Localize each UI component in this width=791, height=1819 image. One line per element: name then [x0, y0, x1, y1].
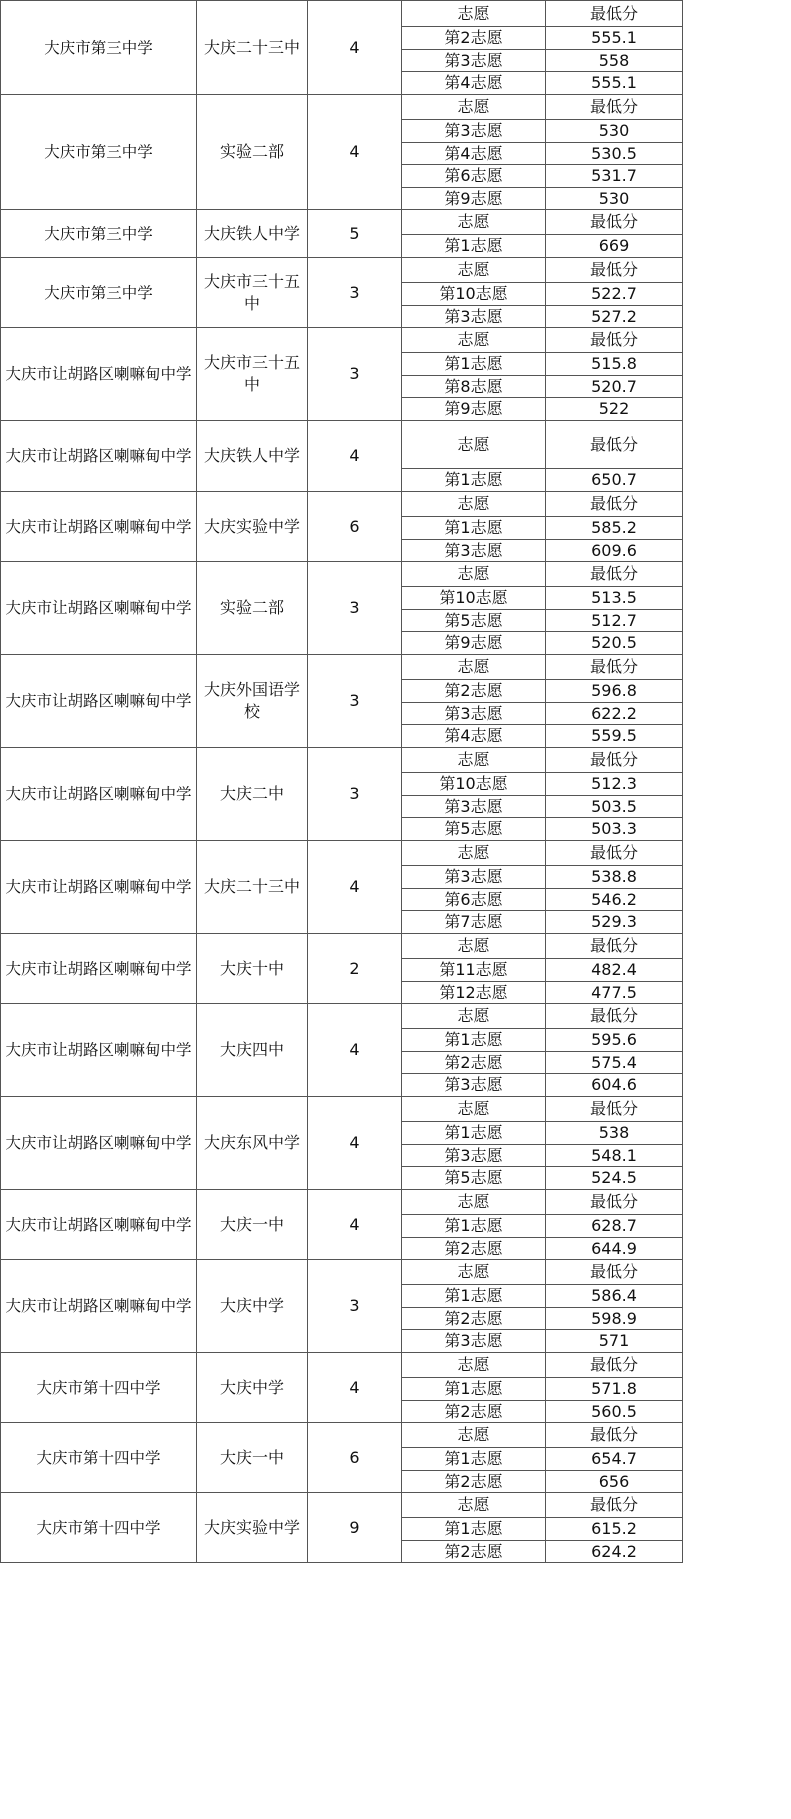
- min-score-cell: 512.3: [546, 773, 683, 796]
- min-score-cell: 513.5: [546, 587, 683, 610]
- target-school-cell: 大庆实验中学: [197, 492, 308, 562]
- min-score-cell: 503.3: [546, 818, 683, 841]
- score-header-cell: 最低分: [546, 1097, 683, 1122]
- option-cell: 第1志愿: [402, 517, 546, 540]
- min-score-cell: 571.8: [546, 1378, 683, 1401]
- table-row: [1, 258, 683, 283]
- min-score-cell: 585.2: [546, 517, 683, 540]
- min-score-cell: 558: [546, 50, 683, 72]
- option-cell: 第3志愿: [402, 540, 546, 562]
- option-cell: 第11志愿: [402, 959, 546, 982]
- count-cell: 3: [308, 748, 402, 841]
- target-school-cell: 实验二部: [197, 95, 308, 210]
- source-school-cell: 大庆市让胡路区喇嘛甸中学: [1, 841, 197, 934]
- min-score-cell: 596.8: [546, 680, 683, 703]
- score-header-cell: 最低分: [546, 1004, 683, 1029]
- min-score-cell: 622.2: [546, 703, 683, 725]
- min-score-cell: 520.7: [546, 376, 683, 398]
- target-school-cell: 大庆市三十五中: [197, 258, 308, 328]
- min-score-cell: 571: [546, 1330, 683, 1353]
- option-cell: 第2志愿: [402, 1471, 546, 1493]
- source-school-cell: 大庆市让胡路区喇嘛甸中学: [1, 328, 197, 421]
- min-score-cell: 595.6: [546, 1029, 683, 1052]
- score-header-cell: 最低分: [546, 421, 683, 469]
- source-school-cell: 大庆市让胡路区喇嘛甸中学: [1, 1004, 197, 1097]
- target-school-cell: 大庆铁人中学: [197, 421, 308, 492]
- min-score-cell: 530: [546, 188, 683, 210]
- count-cell: 4: [308, 421, 402, 492]
- count-cell: 6: [308, 492, 402, 562]
- option-header-cell: 志愿: [402, 748, 546, 773]
- score-header-cell: 最低分: [546, 655, 683, 680]
- option-cell: 第4志愿: [402, 725, 546, 748]
- table-row: [1, 210, 683, 235]
- min-score-cell: 615.2: [546, 1518, 683, 1541]
- option-cell: 第1志愿: [402, 235, 546, 258]
- source-school-cell: 大庆市让胡路区喇嘛甸中学: [1, 748, 197, 841]
- count-cell: 6: [308, 1423, 402, 1493]
- min-score-cell: 575.4: [546, 1052, 683, 1074]
- min-score-cell: 520.5: [546, 632, 683, 655]
- score-header-cell: 最低分: [546, 841, 683, 866]
- option-cell: 第3志愿: [402, 866, 546, 889]
- option-cell: 第3志愿: [402, 50, 546, 72]
- source-school-cell: 大庆市第十四中学: [1, 1423, 197, 1493]
- min-score-cell: 522: [546, 398, 683, 421]
- score-header-cell: 最低分: [546, 492, 683, 517]
- count-cell: 9: [308, 1493, 402, 1563]
- table-row: [1, 1, 683, 27]
- score-header-cell: 最低分: [546, 934, 683, 959]
- option-cell: 第2志愿: [402, 27, 546, 50]
- source-school-cell: 大庆市第十四中学: [1, 1353, 197, 1423]
- option-cell: 第3志愿: [402, 1145, 546, 1167]
- min-score-cell: 538: [546, 1122, 683, 1145]
- option-cell: 第4志愿: [402, 143, 546, 165]
- score-header-cell: 最低分: [546, 1423, 683, 1448]
- option-cell: 第12志愿: [402, 982, 546, 1004]
- option-header-cell: 志愿: [402, 1, 546, 27]
- min-score-cell: 522.7: [546, 283, 683, 306]
- target-school-cell: 大庆二十三中: [197, 841, 308, 934]
- option-header-cell: 志愿: [402, 562, 546, 587]
- table-row: [1, 1423, 683, 1448]
- count-cell: 4: [308, 1, 402, 95]
- option-cell: 第1志愿: [402, 1378, 546, 1401]
- option-cell: 第3志愿: [402, 1330, 546, 1353]
- target-school-cell: 大庆实验中学: [197, 1493, 308, 1563]
- option-cell: 第10志愿: [402, 773, 546, 796]
- score-header-cell: 最低分: [546, 1, 683, 27]
- table-row: [1, 95, 683, 120]
- source-school-cell: 大庆市第三中学: [1, 258, 197, 328]
- min-score-cell: 530: [546, 120, 683, 143]
- option-cell: 第1志愿: [402, 1518, 546, 1541]
- min-score-cell: 555.1: [546, 72, 683, 95]
- option-header-cell: 志愿: [402, 1260, 546, 1285]
- min-score-cell: 559.5: [546, 725, 683, 748]
- count-cell: 4: [308, 1190, 402, 1260]
- count-cell: 2: [308, 934, 402, 1004]
- table-row: [1, 1260, 683, 1285]
- option-cell: 第1志愿: [402, 1029, 546, 1052]
- option-cell: 第2志愿: [402, 1308, 546, 1330]
- min-score-cell: 530.5: [546, 143, 683, 165]
- min-score-cell: 555.1: [546, 27, 683, 50]
- option-header-cell: 志愿: [402, 1190, 546, 1215]
- count-cell: 4: [308, 95, 402, 210]
- option-header-cell: 志愿: [402, 1097, 546, 1122]
- option-cell: 第1志愿: [402, 469, 546, 492]
- option-cell: 第10志愿: [402, 283, 546, 306]
- table-row: [1, 1097, 683, 1122]
- source-school-cell: 大庆市让胡路区喇嘛甸中学: [1, 1190, 197, 1260]
- min-score-cell: 512.7: [546, 610, 683, 632]
- option-cell: 第7志愿: [402, 911, 546, 934]
- count-cell: 3: [308, 328, 402, 421]
- target-school-cell: 大庆一中: [197, 1190, 308, 1260]
- source-school-cell: 大庆市第三中学: [1, 1, 197, 95]
- score-header-cell: 最低分: [546, 748, 683, 773]
- source-school-cell: 大庆市让胡路区喇嘛甸中学: [1, 934, 197, 1004]
- target-school-cell: 大庆一中: [197, 1423, 308, 1493]
- target-school-cell: 大庆市三十五中: [197, 328, 308, 421]
- min-score-cell: 548.1: [546, 1145, 683, 1167]
- option-header-cell: 志愿: [402, 1353, 546, 1378]
- option-cell: 第3志愿: [402, 1074, 546, 1097]
- option-header-cell: 志愿: [402, 328, 546, 353]
- count-cell: 5: [308, 210, 402, 258]
- table-row: [1, 421, 683, 469]
- count-cell: 3: [308, 562, 402, 655]
- min-score-cell: 609.6: [546, 540, 683, 562]
- table-row: [1, 748, 683, 773]
- table-body: [1, 1, 683, 1563]
- min-score-cell: 482.4: [546, 959, 683, 982]
- min-score-cell: 654.7: [546, 1448, 683, 1471]
- option-header-cell: 志愿: [402, 210, 546, 235]
- source-school-cell: 大庆市第三中学: [1, 210, 197, 258]
- option-header-cell: 志愿: [402, 934, 546, 959]
- option-header-cell: 志愿: [402, 492, 546, 517]
- option-cell: 第5志愿: [402, 818, 546, 841]
- min-score-cell: 656: [546, 1471, 683, 1493]
- count-cell: 4: [308, 841, 402, 934]
- count-cell: 4: [308, 1353, 402, 1423]
- source-school-cell: 大庆市让胡路区喇嘛甸中学: [1, 421, 197, 492]
- option-header-cell: 志愿: [402, 841, 546, 866]
- option-cell: 第2志愿: [402, 1541, 546, 1563]
- source-school-cell: 大庆市第三中学: [1, 95, 197, 210]
- option-cell: 第5志愿: [402, 1167, 546, 1190]
- table-row: [1, 655, 683, 680]
- min-score-cell: 628.7: [546, 1215, 683, 1238]
- target-school-cell: 大庆东风中学: [197, 1097, 308, 1190]
- score-header-cell: 最低分: [546, 1493, 683, 1518]
- target-school-cell: 实验二部: [197, 562, 308, 655]
- option-cell: 第2志愿: [402, 680, 546, 703]
- option-cell: 第4志愿: [402, 72, 546, 95]
- table-row: [1, 1493, 683, 1518]
- score-header-cell: 最低分: [546, 1190, 683, 1215]
- table-row: [1, 934, 683, 959]
- score-header-cell: 最低分: [546, 95, 683, 120]
- option-header-cell: 志愿: [402, 95, 546, 120]
- target-school-cell: 大庆铁人中学: [197, 210, 308, 258]
- min-score-cell: 524.5: [546, 1167, 683, 1190]
- score-header-cell: 最低分: [546, 562, 683, 587]
- min-score-cell: 531.7: [546, 165, 683, 188]
- option-cell: 第3志愿: [402, 796, 546, 818]
- option-cell: 第1志愿: [402, 1215, 546, 1238]
- option-cell: 第3志愿: [402, 703, 546, 725]
- option-header-cell: 志愿: [402, 421, 546, 469]
- table-row: [1, 1353, 683, 1378]
- option-cell: 第1志愿: [402, 1448, 546, 1471]
- score-header-cell: 最低分: [546, 258, 683, 283]
- option-cell: 第1志愿: [402, 1122, 546, 1145]
- count-cell: 3: [308, 1260, 402, 1353]
- table-row: [1, 1190, 683, 1215]
- option-cell: 第3志愿: [402, 306, 546, 328]
- source-school-cell: 大庆市让胡路区喇嘛甸中学: [1, 492, 197, 562]
- option-cell: 第9志愿: [402, 632, 546, 655]
- min-score-cell: 604.6: [546, 1074, 683, 1097]
- target-school-cell: 大庆二十三中: [197, 1, 308, 95]
- target-school-cell: 大庆中学: [197, 1260, 308, 1353]
- table-row: [1, 492, 683, 517]
- table-row: [1, 328, 683, 353]
- min-score-cell: 515.8: [546, 353, 683, 376]
- table-row: [1, 1004, 683, 1029]
- target-school-cell: 大庆四中: [197, 1004, 308, 1097]
- min-score-cell: 650.7: [546, 469, 683, 492]
- option-cell: 第1志愿: [402, 1285, 546, 1308]
- option-cell: 第9志愿: [402, 398, 546, 421]
- min-score-cell: 598.9: [546, 1308, 683, 1330]
- min-score-cell: 546.2: [546, 889, 683, 911]
- target-school-cell: 大庆中学: [197, 1353, 308, 1423]
- count-cell: 4: [308, 1097, 402, 1190]
- score-header-cell: 最低分: [546, 328, 683, 353]
- option-cell: 第2志愿: [402, 1052, 546, 1074]
- min-score-cell: 644.9: [546, 1238, 683, 1260]
- min-score-cell: 503.5: [546, 796, 683, 818]
- target-school-cell: 大庆二中: [197, 748, 308, 841]
- option-header-cell: 志愿: [402, 1004, 546, 1029]
- option-cell: 第6志愿: [402, 165, 546, 188]
- source-school-cell: 大庆市让胡路区喇嘛甸中学: [1, 655, 197, 748]
- count-cell: 3: [308, 258, 402, 328]
- min-score-cell: 529.3: [546, 911, 683, 934]
- source-school-cell: 大庆市让胡路区喇嘛甸中学: [1, 1260, 197, 1353]
- min-score-cell: 669: [546, 235, 683, 258]
- option-cell: 第10志愿: [402, 587, 546, 610]
- count-cell: 4: [308, 1004, 402, 1097]
- option-header-cell: 志愿: [402, 1493, 546, 1518]
- option-cell: 第2志愿: [402, 1238, 546, 1260]
- table-row: [1, 841, 683, 866]
- option-cell: 第9志愿: [402, 188, 546, 210]
- option-cell: 第3志愿: [402, 120, 546, 143]
- min-score-cell: 477.5: [546, 982, 683, 1004]
- score-header-cell: 最低分: [546, 210, 683, 235]
- source-school-cell: 大庆市第十四中学: [1, 1493, 197, 1563]
- option-cell: 第8志愿: [402, 376, 546, 398]
- min-score-cell: 624.2: [546, 1541, 683, 1563]
- source-school-cell: 大庆市让胡路区喇嘛甸中学: [1, 1097, 197, 1190]
- option-cell: 第6志愿: [402, 889, 546, 911]
- option-cell: 第1志愿: [402, 353, 546, 376]
- target-school-cell: 大庆十中: [197, 934, 308, 1004]
- option-header-cell: 志愿: [402, 1423, 546, 1448]
- option-cell: 第2志愿: [402, 1401, 546, 1423]
- source-school-cell: 大庆市让胡路区喇嘛甸中学: [1, 562, 197, 655]
- score-header-cell: 最低分: [546, 1353, 683, 1378]
- table-row: [1, 562, 683, 587]
- target-school-cell: 大庆外国语学校: [197, 655, 308, 748]
- option-header-cell: 志愿: [402, 258, 546, 283]
- option-header-cell: 志愿: [402, 655, 546, 680]
- option-cell: 第5志愿: [402, 610, 546, 632]
- min-score-cell: 538.8: [546, 866, 683, 889]
- min-score-cell: 586.4: [546, 1285, 683, 1308]
- count-cell: 3: [308, 655, 402, 748]
- score-header-cell: 最低分: [546, 1260, 683, 1285]
- min-score-cell: 527.2: [546, 306, 683, 328]
- min-score-cell: 560.5: [546, 1401, 683, 1423]
